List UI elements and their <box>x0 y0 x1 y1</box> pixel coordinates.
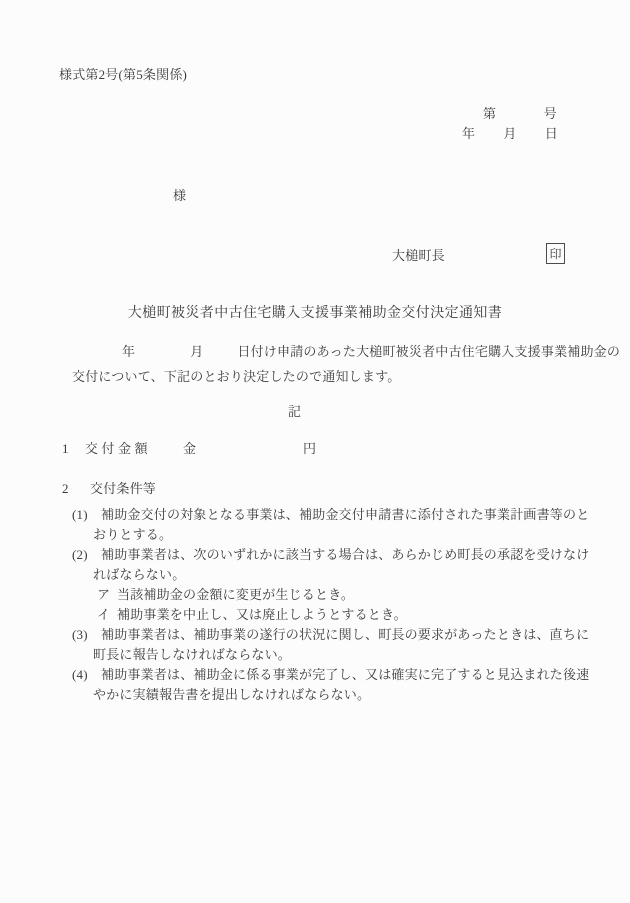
condition-1-number: (1) <box>72 507 88 522</box>
subitem-a-number: ア <box>97 587 111 602</box>
body-line-1-text: 日付け申請のあった大槌町被災者中古住宅購入支援事業補助金の <box>237 344 621 359</box>
date-month-label: 月 <box>503 126 517 141</box>
amount-suffix: 円 <box>303 441 317 456</box>
item1-label: 交付金額 <box>85 441 152 456</box>
body-line-1 <box>122 344 620 359</box>
amount-prefix: 金 <box>183 441 197 456</box>
date-line <box>462 126 558 141</box>
body-line-2: 交付について、下記のとおり決定したので通知します。 <box>72 369 401 384</box>
date-year-label: 年 <box>462 126 476 141</box>
ki-label: 記 <box>288 404 302 419</box>
doc-number-suffix: 号 <box>543 106 557 121</box>
body-month-label: 月 <box>190 344 204 359</box>
subitem-i-text: 補助事業を中止し、又は廃止しようとするとき。 <box>117 607 407 622</box>
doc-number-line <box>483 106 557 121</box>
condition-2-line-1: 補助事業者は、次のいずれかに該当する場合は、あらかじめ町長の承認を受けなけ <box>101 547 590 562</box>
condition-4-line-2: やかに実績報告書を提出しなければならない。 <box>93 687 371 702</box>
condition-3-number: (3) <box>72 627 88 642</box>
condition-1-line-2: おりとする。 <box>93 527 173 542</box>
body-year-label: 年 <box>122 344 136 359</box>
document-title: 大槌町被災者中古住宅購入支援事業補助金交付決定通知書 <box>127 306 503 321</box>
sender-title: 大槌町長 <box>392 248 445 263</box>
condition-1-line-1: 補助金交付の対象となる事業は、補助金交付申請書に添付された事業計画書等のと <box>101 507 590 522</box>
date-day-label: 日 <box>544 126 558 141</box>
condition-2-number: (2) <box>72 547 88 562</box>
seal-box: 印 <box>546 243 565 264</box>
item2-label: 交付条件等 <box>90 481 157 496</box>
subitem-a-text: 当該補助金の金額に変更が生じるとき。 <box>117 587 355 602</box>
condition-2-line-2: ればならない。 <box>93 567 186 582</box>
subitem-i-number: イ <box>97 607 111 622</box>
doc-number-prefix: 第 <box>483 106 497 121</box>
condition-3-line-1: 補助事業者は、補助事業の遂行の状況に関し、町長の要求があったときは、直ちに <box>101 627 590 642</box>
condition-4-line-1: 補助事業者は、補助金に係る事業が完了し、又は確実に完了すると見込まれた後速 <box>101 667 590 682</box>
item2-number: 2 <box>62 481 69 496</box>
form-number: 様式第2号(第5条関係) <box>59 67 188 82</box>
item1-number: 1 <box>62 441 69 456</box>
addressee-honorific: 様 <box>173 188 187 203</box>
condition-3-line-2: 町長に報告しなければならない。 <box>93 647 292 662</box>
condition-4-number: (4) <box>72 667 88 682</box>
